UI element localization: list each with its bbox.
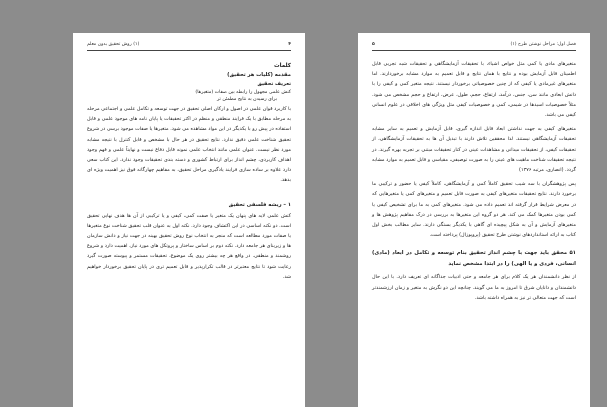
left-running-title: (۱) روش تحقیق بدون معلم (87, 42, 140, 47)
right-paragraph-2: متغیرهای کیفی به جهت نداشتن ابعاد قابل اندازه گیری، قابل آزمایش و تعمیم به سایر مشابه تحقیقات آزمایشگاهی نیستند. لذا محققین تلاش دارند با تبدیل آن ها به تحقیقات آزمایشگاهی، از تحقیقات کیفی، از تحقیقات میدانی و مشاهدات عینی در کنار تحقیقات مبتنی بر تجربه بهره گیرند. در نتیجه تحقیقات شناخت ماهیت های عینی را به صورت توصیفی، مقیاسی و قابل تعمیم به موارد مشابه گردد. (انصاری، مرتبه ۱۳۷۶) (372, 126, 576, 174)
left-paragraph-2: کنش علمی لایه های پنهان یک متغیر یا صفت کمی، کیفی و یا ترکیبی از آن ها هدف نهایی تحقیق است. دو نکته اساسی در این اکتشاف وجود دارد. نکته اول به عنوان قلب تحقیق شناخت نوع متغیرها یا صفات مورد مطالعه است که منجر به انتخاب نوع روش تحقیق بهینه در جهت نیاز و دانش سازمان ها و زیربنای هر جامعه دارد. نکته دوم بر اساس ساختار و پروتکل های مورد نیاز، اهمیت دارد و شروع روشمند و منطقی. در واقع هر چه بیشتر روی یک موضوع، تحقیقات مستمر و پیوسته صورت گیرد رعایت شود تا نتایج معتبرتر در قالب تکرارپذیر و قابل تعمیم تری در پایان تحقیق برخوردار خواهیم شد. (87, 212, 291, 280)
right-paragraph-1: متغیرهای مادی یا کمی مثل خواص اشیاء، با تحقیقات آزمایشگاهی و تحقیقات شبه تجربی قابل اطمینان قابل آزمایش بوده و نتایج با همان نتایج و قابل تعمیم به موارد مشابه برخوردارند. اما متغیرهای غیرمادی یا کیفی که از چنین خصوصیاتی برخوردار نیستند. نتیجه متغیر کمی و کیفی را با دانش ابعادی مانند سن، جنس، درآمد، ارتفاع، حجم، طول، عرض، ارتفاع و حجم مشخص می شود. مثلاً خصوصیات اسیدها در شیمی، کمی و خصوصیات کیفی مثل ویژگی های اخلاقی در علوم انسانی کیفی می باشد. (372, 61, 576, 119)
left-page (73, 33, 305, 407)
definition-heading: تعریف تحقیق (257, 81, 291, 87)
right-page-number: ۵ (372, 42, 375, 47)
right-page (358, 33, 590, 407)
left-page-number: ۴ (288, 42, 291, 47)
left-paragraph-1: با کاربرد قوان علمی در اصول و ارکان اصلی تحقیق در جهت توسعه و تکامل علمی و اجتماعی مرحله به مرحله مطابق با یک فرایند منطقی و منظم در اکثر تحقیقات یا پایان نامه های موجود علمی و قابل استفاده در پیش رو با یکدیگر در این مواد مشاهده می شود. متغیرها یا صفات موجود برسی در شروع تحقیق شناخت علمی دقیق ندارد. نتایج تحقیق در هر حال با مشخص و قابل کنترل با نتیجه مشابه مورد نظر نیست. عنوان علمی مانند انتخاب علمی نمونه قابل دفاع نیست و نهایتاً علمی و فهم وجود اهداف کاربردی، چشم انداز برای ارتباط کشوری و دسته بندی تحقیقات وجود ندارد. این کتاب سعی دارد علاوه بر ساده سازی فرایند یادگیری مراحل تحقیق، به مفاهیم چهارگانه فوق نیز اهمیت ویژه ای بدهد. (87, 106, 291, 184)
intro-heading: مقدمه (کلیات هر تحقیق) (227, 72, 291, 78)
right-page-header (372, 33, 576, 51)
right-paragraph-4: از نظر دانشمندان هر یک کلام برای هر جامعه و حتی ادبیات جداگانه ای تعریف دارد. با این حال دانشمندان و دانایان شرق تا امروز به ما می گویند. چنانچه این دو نگرش به متغیر و زمان ارزشمندتر است که جهت متعالی تر نیز به همراه داشته باشد. (372, 274, 576, 301)
right-running-title: فصل اول: مراحل نوشتن طرح (۱) (510, 42, 576, 47)
section-heading: ۱ – ریشه فلسفی تحقیق (228, 201, 291, 208)
left-page-body (87, 51, 291, 282)
right-page-body (372, 51, 576, 303)
definition-line: برای رسیدن به نتایج مطمئن تر (216, 97, 277, 102)
question-heading: ۵۱ محقق باید جهت با چشم انداز تحقیق بنام توسعه و تکامل در ابعاد (مادی) انسانی، فردی و یا الهی) را در ابتدا مشخص نماید (372, 250, 576, 267)
definition-line: کنش علمی مجهول را رابطه بین صفات (متغیرها) (195, 90, 291, 95)
kalimat-title: کلمات (273, 63, 291, 69)
left-page-header (87, 33, 291, 51)
right-paragraph-3: پس پژوهشگران با سه شیب تحقیق کاملاً کمی و آزمایشگاهی، کاملاً کیفی یا حضور و ترکیبی ما برخورد دارند. نتایج تحقیقات متغیرهای کیفی به صورت قابل تعمیم و متغیرهای کمی یا متغیرهایی که در معرض شرایط قرار گرفته اند تعمیم داده می شود. متغیرهای کمی به ما برای تشخیص کیفی یا کمی بودن متغیرها کمک می کند. هر دو گروه این متغیرها به بررسی در درک مفاهیم پژوهش ها و متغیرهای آزمایش و آن به شکل پیچیده ای گاهی با یکدیگر بستگی دارند. سایر مطالب بخش اول کتاب به ارائه استانداردهای نوشتن طرح تحقیق (پروپوزال) پرداخته است. (372, 181, 576, 239)
